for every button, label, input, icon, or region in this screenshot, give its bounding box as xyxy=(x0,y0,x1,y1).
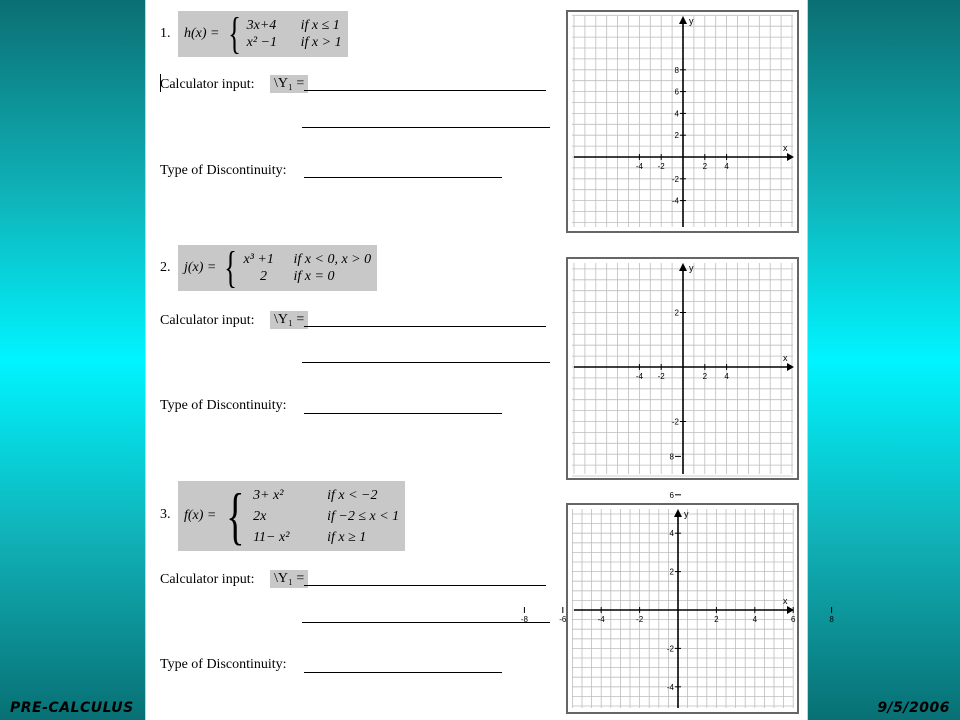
y-tick-label: -4 xyxy=(666,682,674,692)
y1-label: \Y₁ = xyxy=(270,311,308,329)
calculator-input-line-1[interactable] xyxy=(304,326,546,327)
x-tick-label: 2 xyxy=(714,615,719,624)
piecewise-function xyxy=(178,481,405,551)
x-tick-label: 2 xyxy=(702,162,708,171)
x-axis-arrow xyxy=(787,153,794,161)
y-tick-label: 2 xyxy=(674,131,679,141)
y-axis-name: y xyxy=(684,509,689,519)
calculator-input-line-2[interactable] xyxy=(302,622,550,623)
x-axis-name: x xyxy=(783,596,788,606)
brace-glyph: { xyxy=(227,9,241,58)
x-tick-label: 8 xyxy=(829,615,834,624)
discontinuity-label: Type of Discontinuity: xyxy=(160,163,287,178)
coordinate-grid-1[interactable] xyxy=(566,10,799,233)
calculator-input-label: Calculator input: xyxy=(160,77,255,92)
x-tick-label: 4 xyxy=(752,615,758,624)
grid-svg xyxy=(520,452,834,712)
case-row: x² −1 if x > 1 xyxy=(246,35,342,50)
discontinuity-label: Type of Discontinuity: xyxy=(160,398,287,413)
x-tick-label: -4 xyxy=(635,372,643,381)
grid-svg xyxy=(568,12,797,231)
y-tick-label: -4 xyxy=(671,196,679,206)
y-tick-label: -2 xyxy=(671,174,679,184)
case-row: 2 if x = 0 xyxy=(260,269,335,284)
y-tick-label: -2 xyxy=(666,644,674,654)
discontinuity-label: Type of Discontinuity: xyxy=(160,657,287,672)
problem-number: 1. xyxy=(160,26,171,41)
case-row: 3x+4 if x ≤ 1 xyxy=(246,18,340,33)
x-tick-label: -6 xyxy=(559,615,567,624)
brace-glyph: { xyxy=(226,480,245,551)
calculator-input-line-2[interactable] xyxy=(302,362,550,363)
calculator-input-label: Calculator input: xyxy=(160,572,255,587)
x-axis-arrow xyxy=(787,363,794,371)
coordinate-grid-3[interactable] xyxy=(520,452,834,714)
x-tick-label: -4 xyxy=(635,162,643,171)
function-name: h(x) = xyxy=(184,26,220,41)
y-axis-arrow xyxy=(674,509,682,517)
worksheet-page xyxy=(145,0,834,720)
calculator-input-line-1[interactable] xyxy=(304,585,546,586)
y1-label: \Y₁ = xyxy=(270,75,308,93)
coordinate-grid-2[interactable] xyxy=(566,257,799,480)
problem-number: 2. xyxy=(160,260,171,275)
problem-number: 3. xyxy=(160,507,171,522)
function-name: j(x) = xyxy=(184,260,217,275)
x-tick-label: -8 xyxy=(520,615,528,624)
y-axis-arrow xyxy=(679,16,687,24)
y-tick-label: 6 xyxy=(669,490,674,500)
calculator-input-line-2[interactable] xyxy=(302,127,550,128)
y-tick-label: 2 xyxy=(669,567,674,577)
discontinuity-line[interactable] xyxy=(304,177,502,178)
x-tick-label: 6 xyxy=(790,615,796,624)
x-tick-label: 4 xyxy=(724,372,729,381)
calculator-input-line-1[interactable] xyxy=(304,90,546,91)
calculator-input-label: Calculator input: xyxy=(160,313,255,328)
brace-glyph: { xyxy=(224,243,238,292)
x-tick-label: -2 xyxy=(636,615,644,624)
piecewise-function xyxy=(178,11,348,57)
x-tick-label: -2 xyxy=(657,162,665,171)
y-axis-name: y xyxy=(689,263,694,273)
x-tick-label: 4 xyxy=(724,162,729,171)
grid-svg xyxy=(568,259,797,478)
discontinuity-line[interactable] xyxy=(304,672,502,673)
x-tick-label: 2 xyxy=(702,372,708,381)
y-tick-label: 8 xyxy=(669,452,674,462)
x-tick-label: -2 xyxy=(657,372,665,381)
discontinuity-line[interactable] xyxy=(304,413,502,414)
y-tick-label: -2 xyxy=(671,417,679,427)
y-tick-label: 6 xyxy=(674,87,679,97)
piecewise-function xyxy=(178,245,377,291)
y-tick-label: 4 xyxy=(669,529,674,539)
x-tick-label: -4 xyxy=(597,615,605,624)
course-title: PRE-CALCULUS xyxy=(10,700,134,716)
case-row: 2x if −2 ≤ x < 1 xyxy=(253,508,400,524)
function-name: f(x) = xyxy=(184,508,217,523)
y1-label: \Y₁ = xyxy=(270,570,308,588)
y-tick-label: 2 xyxy=(674,308,679,318)
y-tick-label: 4 xyxy=(674,109,679,119)
case-row: x³ +1 if x < 0, x > 0 xyxy=(243,252,372,267)
date-label: 9/5/2006 xyxy=(877,700,950,716)
x-axis-name: x xyxy=(783,353,788,363)
y-tick-label: 8 xyxy=(674,65,679,75)
y-axis-name: y xyxy=(689,16,694,26)
y-axis-arrow xyxy=(679,263,687,271)
case-row: 3+ x² if x < −2 xyxy=(253,487,378,503)
x-axis-name: x xyxy=(783,143,788,153)
case-row: 11− x² if x ≥ 1 xyxy=(253,529,367,545)
